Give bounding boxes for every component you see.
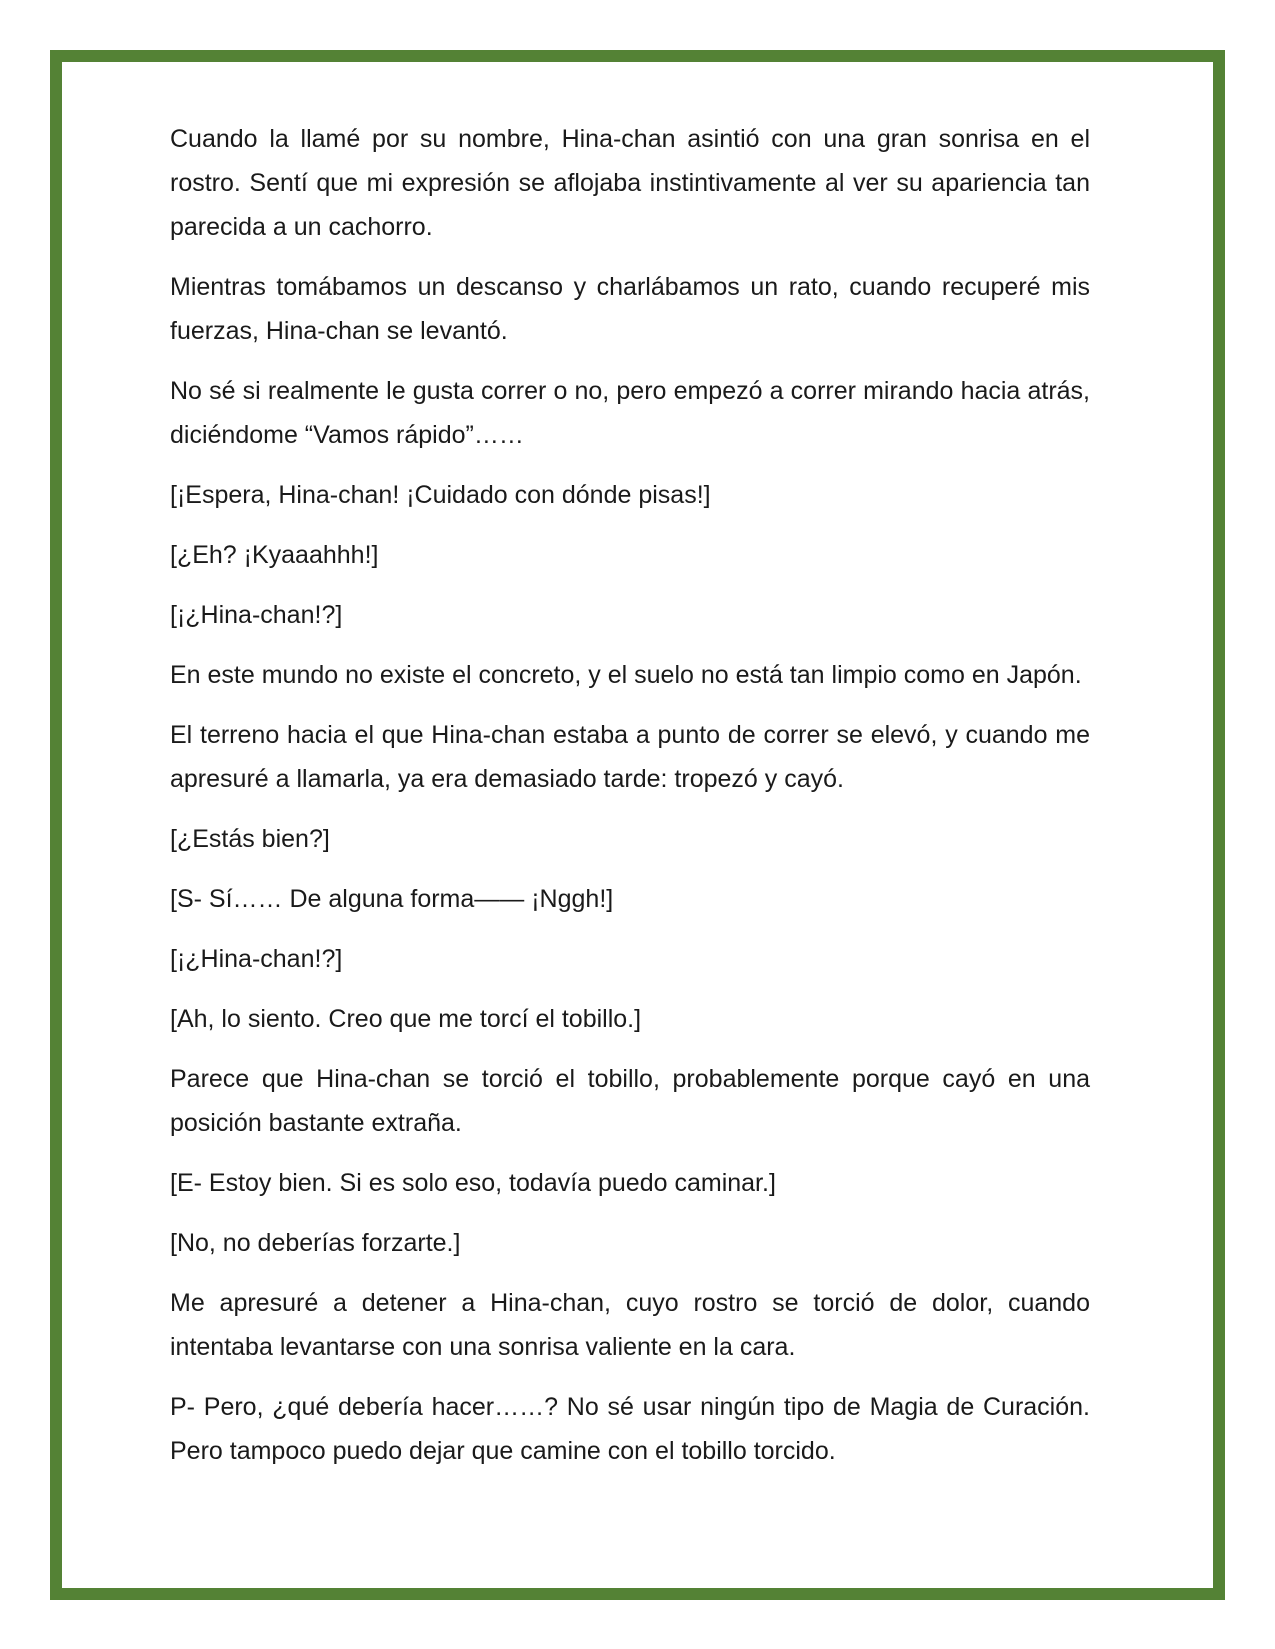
document-body [170, 117, 1090, 1489]
dialogue-line: [Ah, lo siento. Creo que me torcí el tobillo.] [170, 1005, 642, 1033]
paragraph: Mientras tomábamos un descanso y charlábamos un rato, cuando recuperé mis fuerzas, Hina-chan se levantó. [170, 273, 1090, 345]
paragraph: Me apresuré a detener a Hina-chan, cuyo rostro se torció de dolor, cuando intentaba levantarse con una sonrisa valiente en la cara. [170, 1289, 1090, 1361]
dialogue-line: [¡¿Hina-chan!?] [170, 945, 343, 973]
paragraph: En este mundo no existe el concreto, y el suelo no está tan limpio como en Japón. [170, 661, 1082, 689]
dialogue-line: [¡¿Hina-chan!?] [170, 601, 343, 629]
dialogue-line: [E- Estoy bien. Si es solo eso, todavía puedo caminar.] [170, 1169, 776, 1197]
dialogue-line: [S- Sí…… De alguna forma—— ¡Nggh!] [170, 885, 614, 913]
dialogue-line: [No, no deberías forzarte.] [170, 1229, 461, 1257]
paragraph: Parece que Hina-chan se torció el tobillo, probablemente porque cayó en una posición bastante extraña. [170, 1065, 1090, 1137]
dialogue-line: [¿Estás bien?] [170, 825, 330, 853]
dialogue-line: [¿Eh? ¡Kyaaahhh!] [170, 541, 379, 569]
paragraph: El terreno hacia el que Hina-chan estaba a punto de correr se elevó, y cuando me apresuré a llamarla, ya era demasiado tarde: tropezó y cayó. [170, 721, 1090, 793]
dialogue-line: [¡Espera, Hina-chan! ¡Cuidado con dónde pisas!] [170, 481, 711, 509]
paragraph: Cuando la llamé por su nombre, Hina-chan asintió con una gran sonrisa en el rostro. Sentí que mi expresión se aflojaba instintivamente al ver su apariencia tan parecida a un cachorro. [170, 125, 1090, 241]
paragraph: P- Pero, ¿qué debería hacer……? No sé usar ningún tipo de Magia de Curación. Pero tampoco puedo dejar que camine con el tobillo torcido. [170, 1393, 1090, 1465]
paragraph: No sé si realmente le gusta correr o no, pero empezó a correr mirando hacia atrás, diciéndome “Vamos rápido”…… [170, 377, 1090, 449]
